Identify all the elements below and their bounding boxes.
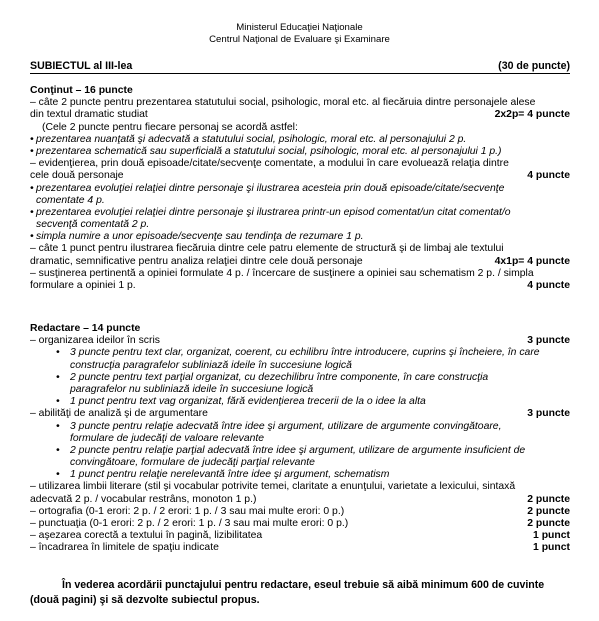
content-text: dramatic, semnificative pentru analiza relaţiei dintre cele două personaje (30, 255, 363, 267)
subject-row (30, 60, 570, 74)
writing-points: 1 punct (533, 530, 570, 542)
writing-line: formulare de judecăţi de valoare relevante (70, 432, 265, 444)
writing-bullet: • 2 puncte pentru text parţial organizat, cu dezechilibru între componente, în care construcţia (56, 371, 489, 383)
writing-text: adecvată 2 p. / vocabular restrâns, monoton 1 p.) (30, 493, 257, 505)
writing-line: – utilizarea limbii literare (stil şi vocabular potrivite temei, claritate a enunţului, varietate a lexicului, sintaxă (30, 481, 516, 493)
writing-line (30, 518, 570, 530)
writing-points: 3 puncte (527, 335, 570, 347)
writing-line (30, 530, 570, 542)
writing-line (30, 335, 570, 347)
content-line: comentate 4 p. (36, 194, 105, 206)
content-bullet: • prezentarea evoluţiei relaţiei dintre personaje şi ilustrarea printr-un episod comentat/un citat comentat/o (30, 206, 511, 218)
writing-bullet: • 3 puncte pentru text clar, organizat, coerent, cu echilibru între introducere, cuprins şi încheiere, în care (56, 347, 540, 359)
content-points: 2x2p= 4 puncte (494, 109, 570, 121)
content-points: 4x1p= 4 puncte (494, 255, 570, 267)
writing-line: construcţia paragrafelor subliniază ideile în succesiune logică (70, 359, 352, 371)
writing-line (30, 506, 570, 518)
content-points: 4 puncte (527, 280, 570, 291)
content-line: – susţinerea pertinentă a opiniei formulate 4 p. / încercare de susţinere a opiniei sau schematism 2 p. / simpla (30, 267, 534, 279)
subject-title: SUBIECTUL al III-lea (30, 60, 133, 72)
writing-line (30, 408, 570, 420)
bullet-icon: • (56, 444, 60, 456)
bullet-icon: • (56, 347, 60, 359)
bullet-icon: • (56, 371, 60, 383)
writing-bullet: • 3 puncte pentru relaţie adecvată între idee şi argument, utilizare de argumente convingătoare, (56, 420, 502, 432)
writing-points: 3 puncte (527, 408, 570, 420)
writing-points: 2 puncte (527, 518, 570, 529)
writing-title: Redactare – 14 puncte (30, 323, 141, 334)
bullet-icon: • (30, 206, 34, 218)
writing-section (30, 323, 570, 555)
bullet-icon: • (56, 469, 60, 481)
content-line (30, 280, 570, 292)
content-line (30, 109, 570, 121)
content-text: formulare a opiniei 1 p. (30, 280, 136, 291)
content-line (30, 256, 570, 268)
writing-text: – punctuaţia (0-1 erori: 2 p. / 2 erori: 1 p. / 3 sau mai multe erori: 0 p.) (30, 518, 349, 529)
writing-points: 2 puncte (527, 505, 570, 517)
bullet-icon: • (30, 231, 34, 243)
content-section (30, 85, 570, 292)
writing-text: – abilităţi de analiză şi de argumentare (30, 408, 208, 420)
writing-text: – încadrarea în limitele de spaţiu indicate (30, 542, 219, 554)
center-header: Centrul Naţional de Evaluare şi Examinare (209, 34, 390, 45)
content-bullet: • prezentarea evoluţiei relaţiei dintre personaje şi ilustrarea acesteia prin două episoade/citate/secvenţe (30, 182, 505, 194)
subject-points: (30 de puncte) (498, 60, 570, 72)
writing-points: 1 punct (533, 542, 570, 554)
content-text: din textul dramatic studiat (30, 109, 148, 121)
content-text: cele două personaje (30, 170, 124, 182)
content-line: – evidenţierea, prin două episoade/citate/secvenţe comentate, a modului în care evoluează relaţia dintre (30, 158, 509, 170)
footer-line: În vederea acordării punctajului pentru redactare, eseul trebuie să aibă minimum 600 de cuvinte (62, 579, 545, 591)
footer-line: (două pagini) şi să dezvolte subiectul propus. (30, 594, 260, 606)
writing-bullet: • 1 punct pentru relaţie nerelevantă între idee şi argument, schematism (56, 469, 390, 481)
writing-text: – aşezarea corectă a textului în pagină, lizibilitatea (30, 530, 263, 542)
content-bullet: • prezentarea schematică sau superficială a statutului social, psihologic, moral etc. al personajului 1 p.) (30, 145, 502, 157)
content-line: (Cele 2 puncte pentru fiecare personaj se acordă astfel: (42, 121, 298, 133)
content-title: Conţinut – 16 puncte (30, 85, 133, 96)
writing-points: 2 puncte (527, 493, 570, 505)
writing-line (30, 542, 570, 554)
writing-line: convingătoare, formulare de judecăţi parţial relevante (70, 457, 315, 469)
bullet-icon: • (56, 420, 60, 432)
content-line: secvenţă comentată 2 p. (36, 219, 150, 231)
content-bullet: • prezentarea nuanţată şi adecvată a statutului social, psihologic, moral etc. al personajului 2 p. (30, 133, 467, 145)
writing-bullet: • 2 puncte pentru relaţie parţial adecvată între idee şi argument, utilizare de argumente insuficient de (56, 444, 526, 456)
writing-line: paragrafelor nu subliniază ideile în succesiune logică (70, 383, 314, 395)
writing-text: – organizarea ideilor în scris (30, 335, 160, 347)
footer-note (30, 578, 570, 608)
content-line (30, 170, 570, 182)
content-line: – câte 1 punct pentru ilustrarea fiecăruia dintre cele patru elemente de structură şi de limbaj ale textului (30, 243, 504, 255)
writing-text: – ortografia (0-1 erori: 2 p. / 2 erori: 1 p. / 3 sau mai multe erori: 0 p.) (30, 505, 345, 517)
content-line: – câte 2 puncte pentru prezentarea statutului social, psihologic, moral etc. al fiecăruia dintre personajele alese (30, 97, 536, 109)
bullet-icon: • (30, 145, 34, 157)
content-bullet: • simpla numire a unor episoade/secvenţe sau tendinţa de rezumare 1 p. (30, 231, 364, 243)
writing-bullet: • 1 punct pentru text vag organizat, fără evidenţierea trecerii de la o idee la alta (56, 396, 426, 408)
bullet-icon: • (30, 133, 34, 145)
ministry-header: Ministerul Educaţiei Naţionale (236, 22, 363, 33)
bullet-icon: • (56, 396, 60, 408)
writing-line (30, 494, 570, 506)
content-points: 4 puncte (527, 170, 570, 182)
bullet-icon: • (30, 182, 34, 194)
